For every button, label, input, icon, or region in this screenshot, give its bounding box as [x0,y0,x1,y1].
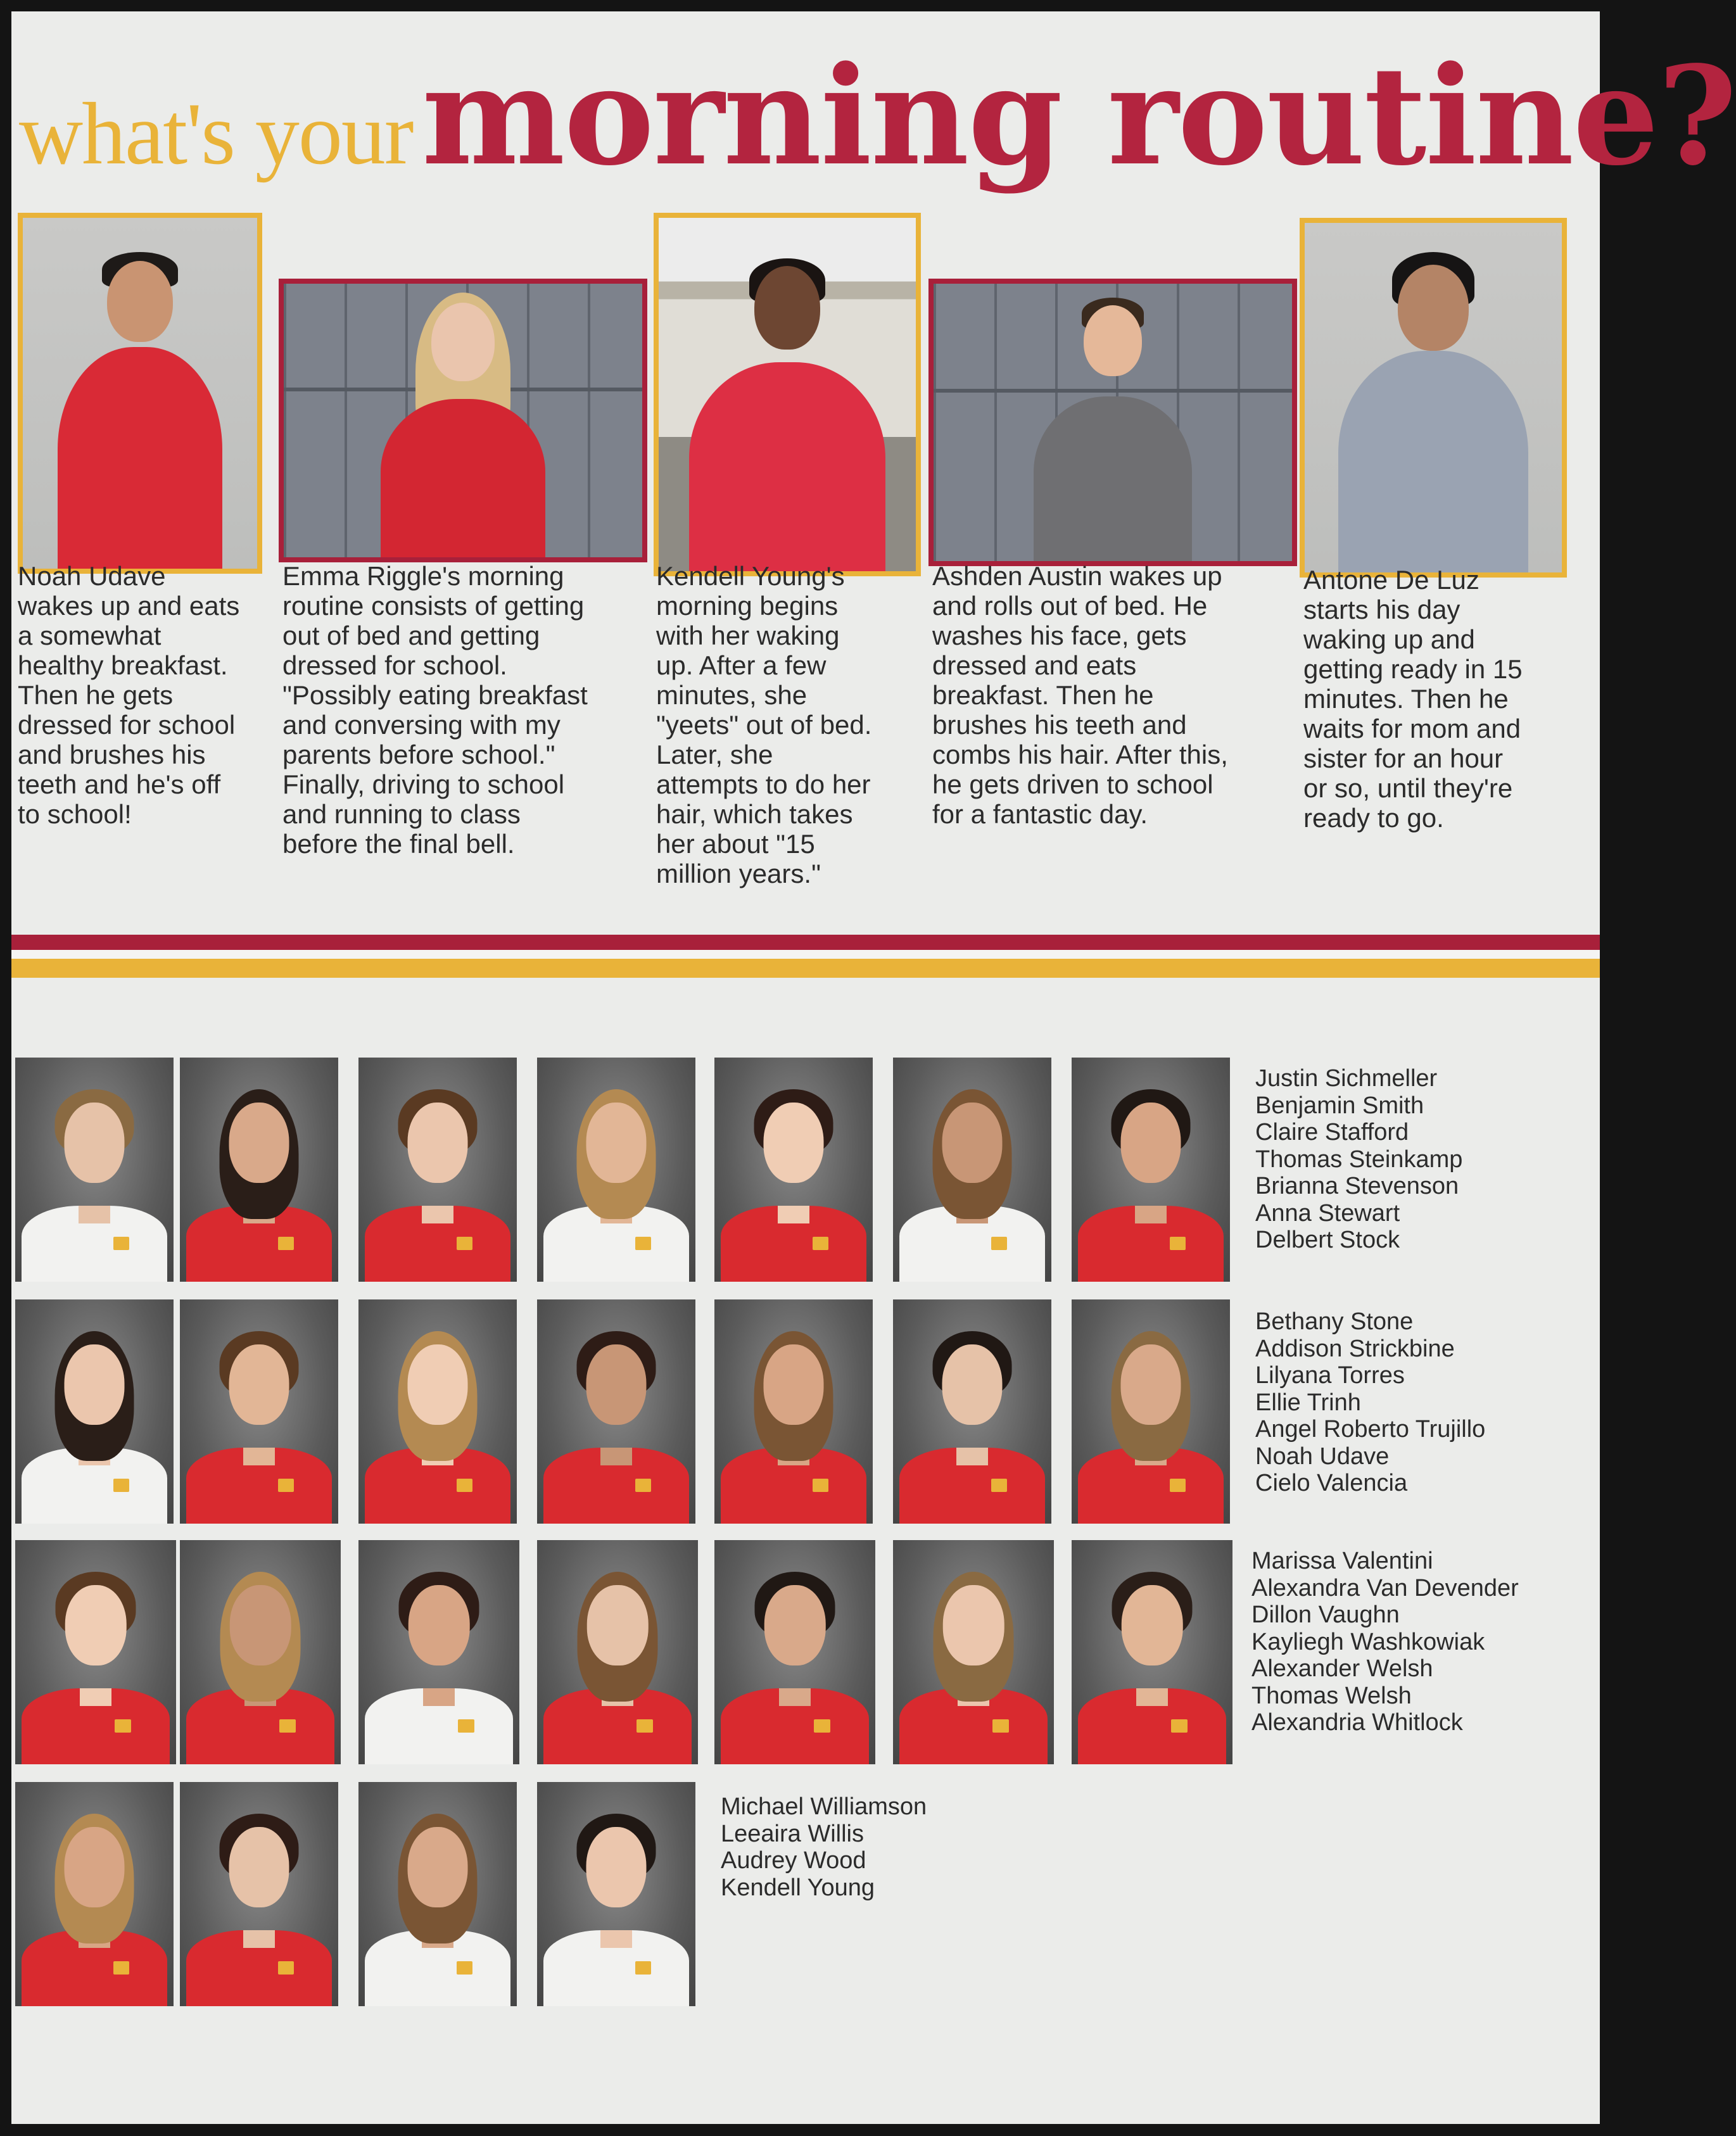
name-item: Audrey Wood [721,1847,866,1874]
name-item: Brianna Stevenson [1255,1173,1459,1199]
name-list-row-4 [721,1793,927,1901]
page-title [19,37,1736,196]
student-portrait [1072,1299,1230,1524]
student-portrait [714,1299,873,1524]
divider-gold [11,959,1600,978]
name-item: Dillon Vaughn [1251,1602,1400,1628]
student-portrait [358,1058,517,1282]
student-portrait [358,1540,519,1764]
student-portrait [15,1782,174,2006]
name-item: Alexandra Van Devender [1251,1574,1519,1602]
student-portrait [714,1540,875,1764]
caption-emma-riggle: Emma Riggle's morning routine consists of getting out of bed and getting dressed for school. "Possibly eating breakfast and conversing with my parents before school." Finally, driving to school and running to class before the final bell. [282,561,588,859]
student-portrait [537,1782,695,2006]
title-lead: what's your [19,85,413,183]
student-portrait [893,1058,1051,1282]
name-item: Marissa Valentini [1251,1548,1433,1574]
feature-photo-noah-udave [18,213,262,574]
name-item: Addison Strickbine [1255,1335,1455,1362]
student-portrait [893,1299,1051,1524]
student-portrait [537,1058,695,1282]
name-item: Cielo Valencia [1255,1470,1408,1496]
name-item: Benjamin Smith [1255,1092,1424,1119]
name-item: Leeaira Willis [721,1820,864,1847]
name-item: Thomas Steinkamp [1255,1146,1463,1173]
name-list-row-2 [1255,1308,1485,1497]
student-portrait [358,1782,517,2006]
name-item: Ellie Trinh [1255,1389,1361,1416]
student-portrait [15,1540,176,1764]
caption-antone-de-luz: Antone De Luz starts his day waking up and getting ready in 15 minutes. Then he waits for mom and sister for an hour or so, until they're ready to go. [1303,565,1523,833]
yearbook-page [11,11,1736,2124]
feature-photo-emma-riggle [279,279,647,562]
name-item: Bethany Stone [1255,1308,1414,1335]
student-portrait [15,1299,174,1524]
name-item: Delbert Stock [1255,1227,1400,1253]
name-item: Lilyana Torres [1255,1362,1405,1389]
student-portrait [537,1540,698,1764]
name-item: Kayliegh Washkowiak [1251,1628,1485,1655]
student-portrait [714,1058,873,1282]
caption-noah-udave: Noah Udave wakes up and eats a somewhat healthy breakfast. Then he gets dressed for school and brushes his teeth and he's off to school! [18,561,240,829]
name-item: Michael Williamson [721,1793,927,1820]
student-portrait [180,1299,338,1524]
caption-kendell-young: Kendell Young's morning begins with her waking up. After a few minutes, she "yeets" out of bed. Later, she attempts to do her hair, which takes her about "15 million years." [656,561,872,888]
caption-ashden-austin: Ashden Austin wakes up and rolls out of bed. He washes his face, gets dressed and eats breakfast. Then he brushes his teeth and combs his hair. After this, he gets driven to school for a fantastic day. [932,561,1228,829]
name-item: Alexandria Whitlock [1251,1709,1463,1736]
name-list-row-3 [1251,1548,1519,1736]
feature-photo-antone-de-luz [1300,218,1567,578]
name-item: Noah Udave [1255,1443,1390,1470]
name-item: Kendell Young [721,1874,875,1901]
divider-red [11,935,1600,950]
name-item: Thomas Welsh [1251,1682,1412,1709]
name-list-row-1 [1255,1065,1462,1254]
name-item: Angel Roberto Trujillo [1255,1416,1486,1443]
name-item: Anna Stewart [1255,1199,1400,1227]
divider-white [11,950,1600,959]
student-portrait [1072,1058,1230,1282]
feature-photo-kendell-young [654,213,921,576]
student-portrait [180,1540,341,1764]
student-portrait [15,1058,174,1282]
student-portrait [180,1782,338,2006]
student-portrait [358,1299,517,1524]
student-portrait [180,1058,338,1282]
feature-photo-ashden-austin [928,279,1297,566]
name-item: Justin Sichmeller [1255,1065,1438,1092]
student-portrait [893,1540,1054,1764]
student-portrait [537,1299,695,1524]
name-item: Claire Stafford [1255,1119,1409,1146]
title-main: morning routine? [421,37,1736,196]
student-portrait [1072,1540,1232,1764]
name-item: Alexander Welsh [1251,1655,1433,1682]
